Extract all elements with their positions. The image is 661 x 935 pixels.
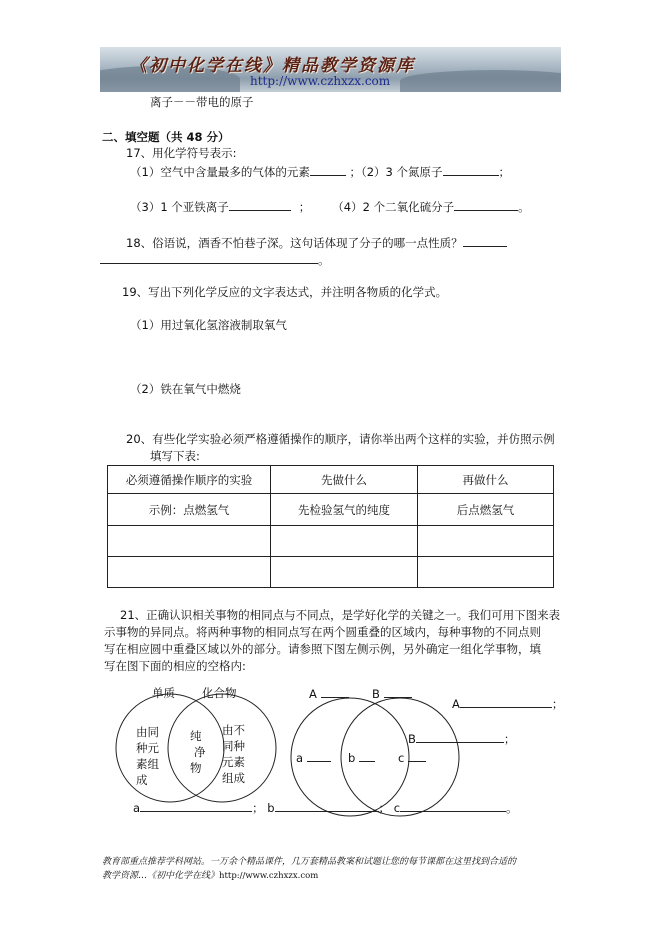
venn-label-set1: 单质 — [152, 686, 175, 700]
region-text: 由不 — [222, 723, 245, 737]
blank-region-c[interactable] — [408, 750, 426, 762]
answer-row — [133, 800, 518, 815]
period: 。 — [506, 801, 518, 815]
region-text: 净 — [194, 745, 206, 759]
banner-title: 《初中化学在线》精品教学资源库 — [130, 56, 415, 76]
q17-part1: （1）空气中含量最多的气体的元素 — [130, 165, 310, 179]
table-header-cell: 必须遵循操作顺序的实验 — [108, 466, 271, 494]
q19-part1: （1）用过氧化氢溶液制取氧气 — [130, 318, 287, 332]
label-text: b — [348, 751, 356, 765]
label-text: A — [309, 687, 317, 701]
q20-line2: 填写下表: — [150, 449, 200, 463]
blank-side-A[interactable] — [460, 696, 552, 708]
region-text: 元素 — [222, 755, 245, 769]
table-header-cell: 再做什么 — [418, 466, 554, 494]
table-cell: 先检验氢气的纯度 — [271, 494, 418, 526]
q17-stem: 17、用化学符号表示: — [126, 146, 237, 160]
label-text: a — [296, 751, 304, 765]
label-text: A — [452, 697, 460, 711]
region-text: 由同 — [136, 725, 159, 739]
label-text: b — [267, 801, 275, 815]
region-text: 素组 — [136, 757, 159, 771]
side-answer-B — [408, 731, 515, 746]
side-answer-A — [452, 696, 563, 711]
region-text: 种元 — [136, 741, 159, 755]
venn-label-B — [372, 686, 412, 701]
label-text: B — [372, 687, 380, 701]
region-text: 组成 — [222, 771, 245, 785]
q21-line: 示事物的异同点。将两种事物的相同点写在两个圆重叠的区域内，每种事物的不同点则 — [104, 625, 541, 639]
venn-left-circle-1 — [116, 694, 224, 802]
section-heading: 二、填空题（共 48 分） — [102, 130, 230, 144]
venn-region-c — [398, 750, 426, 765]
separator: ； — [349, 165, 361, 179]
label-text: a — [133, 801, 141, 815]
q17-part3: （3）1 个亚铁离子 — [130, 200, 229, 214]
q18-text: 18、俗语说，酒香不怕巷子深。这句话体现了分子的哪一点性质？ — [126, 236, 463, 250]
q19-part2: （2）铁在氧气中燃烧 — [130, 382, 241, 396]
venn-left-overlap — [190, 728, 206, 776]
table-cell: 后点燃氢气 — [418, 494, 554, 526]
venn-label-set2: 化合物 — [202, 686, 237, 700]
blank-region-a[interactable] — [307, 750, 331, 762]
table-cell: 示例：点燃氢气 — [108, 494, 271, 526]
blank-answer-a[interactable] — [140, 800, 252, 812]
separator: ； — [503, 732, 516, 746]
q20-line1: 20、有些化学实验必须严格遵循操作的顺序，请你举出两个这样的实验，并仿照示例 — [126, 432, 555, 446]
venn-left-region2 — [222, 722, 245, 786]
q17-part2: （2）3 个氮原子 — [360, 165, 443, 179]
label-text: B — [408, 732, 416, 746]
venn-region-b — [348, 750, 375, 765]
footer-line2 — [102, 869, 318, 883]
region-text: 成 — [136, 773, 148, 787]
separator: ； — [252, 801, 264, 815]
blank-A[interactable] — [321, 686, 349, 698]
footer-text: 教学资源…《初中化学在线》 — [102, 871, 220, 881]
region-text: 物 — [190, 761, 202, 775]
q21-line: 写在相应圆中重叠区域以外的部分。请参照下图左侧示例，另外确定一组化学事物，填 — [104, 642, 541, 656]
blank-side-B[interactable] — [416, 731, 504, 743]
footer-line1: 教育部重点推荐学科网站。一万余个精品课件，几万套精品教案和试题让您的每节课都在这里找到合适的 — [102, 857, 517, 867]
q21-line: 写在图下面的相应的空格内: — [104, 659, 246, 673]
label-text: c — [393, 801, 401, 815]
q21-line: 21、正确认识相关事物的相同点与不同点，是学好化学的关键之一。我们可用下图来表 — [120, 608, 561, 622]
blank-B[interactable] — [384, 686, 412, 698]
venn-label-A — [309, 686, 349, 701]
region-text: 纯 — [190, 729, 202, 743]
separator: ； — [378, 801, 391, 815]
period: 。 — [318, 253, 330, 267]
q17-part4: （4）2 个二氧化硫分子 — [332, 200, 455, 214]
table-header-cell: 先做什么 — [271, 466, 418, 494]
carryover-line: 离子－－带电的原子 — [150, 95, 254, 109]
separator: ； — [551, 697, 564, 711]
venn-region-a — [296, 750, 331, 765]
period: 。 — [518, 200, 530, 214]
banner-url[interactable]: http://www.czhxzx.com — [250, 74, 391, 88]
blank-region-b[interactable] — [359, 750, 375, 762]
venn-left-region1 — [136, 724, 159, 788]
blank-answer-b[interactable] — [275, 800, 379, 812]
region-text: 同种 — [222, 739, 245, 753]
separator: ； — [498, 165, 511, 179]
blank-answer-c[interactable] — [400, 800, 506, 812]
label-text: c — [398, 751, 405, 765]
footer-url[interactable]: http://www.czhxzx.com — [219, 871, 319, 881]
q19-stem: 19、写出下列化学反应的文字表达式，并注明各物质的化学式。 — [122, 285, 448, 299]
separator: ； — [298, 200, 311, 214]
